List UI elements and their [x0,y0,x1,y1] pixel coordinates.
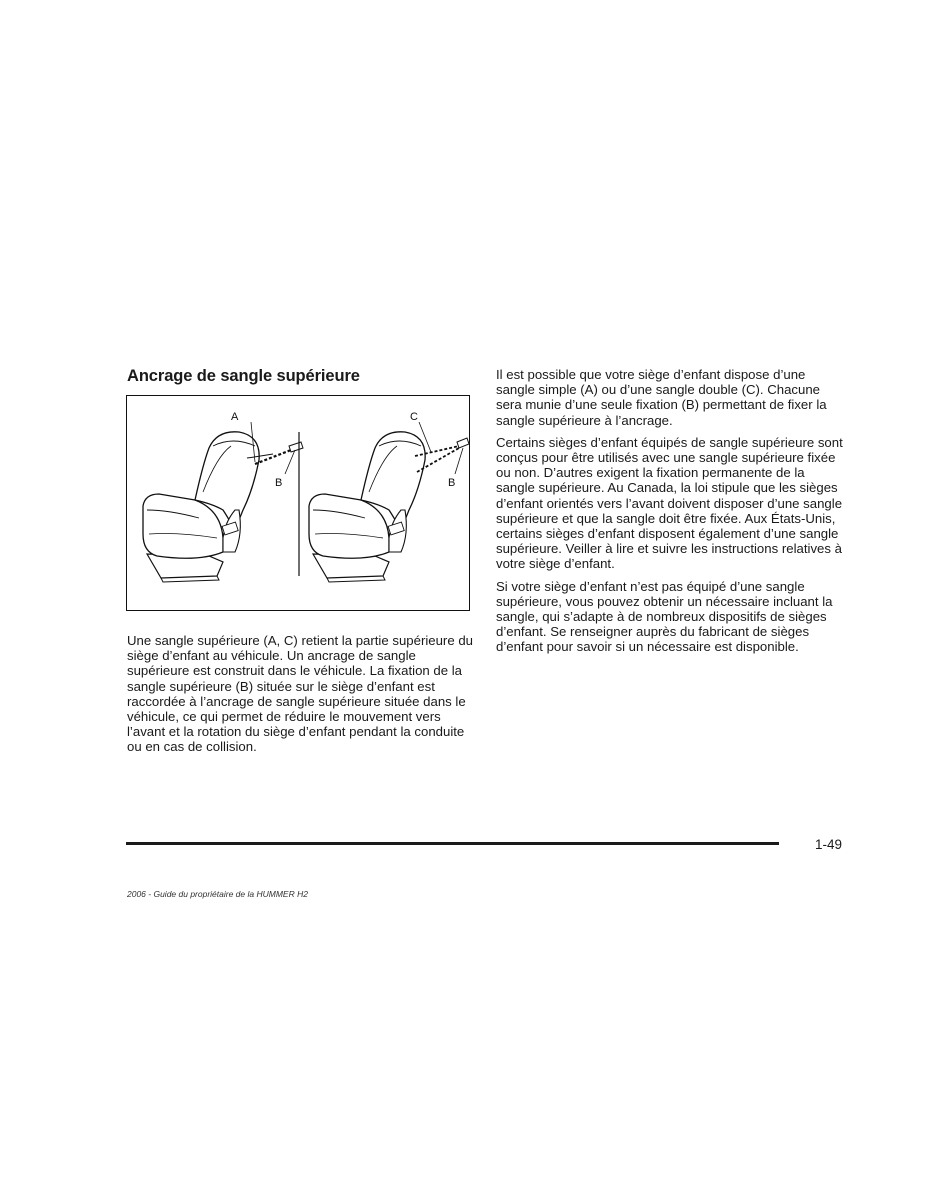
label-b-right: B [448,477,456,489]
body-paragraph: Certains sièges d’enfant équipés de sangle supérieure sont conçus pour être utilisés avec une sangle supérieure fixée ou non. D’autres exigent la fixation permanente de la sangle supérieure. Au Canada, la loi stipule que les sièges d’enfant orientés vers l’avant doivent disposer d’une sangle supérieure et que la sangle doit être fixée. Aux États-Unis, certains sièges d’enfant disposent également d’une sangle supérieure. Veiller à lire et suivre les instructions relatives à votre siège d’enfant. [496,434,843,572]
label-a: A [231,411,239,423]
body-paragraph: Il est possible que votre siège d’enfant dispose d’une sangle simple (A) ou d’une sangle double (C). Chacune sera munie d’une seule fixation (B) permettant de fixer la sangle supérieure à l’ancrage. [496,367,827,428]
page-number: 1-49 [815,837,843,852]
right-column [496,367,846,662]
footer-text: 2006 - Guide du propriétaire de la HUMMER H2 [127,889,308,899]
label-b-left: B [275,477,283,489]
body-paragraph: Si votre siège d’enfant n’est pas équipé d’une sangle supérieure, vous pouvez obtenir un nécessaire incluant la sangle, qui s’adapte à de nombreux dispositifs de sièges d’enfant. Se renseigner auprès du fabricant de sièges d’enfant pour savoir si un nécessaire est disponible. [496,578,833,655]
label-c: C [410,411,418,423]
tether-illustration [126,395,470,611]
body-paragraph-left: Une sangle supérieure (A, C) retient la partie supérieure du siège d’enfant au véhicule. Un ancrage de sangle supérieure est construit dans le véhicule. La fixation de la sangle supérieure (B) située sur le siège d’enfant est raccordée à l’ancrage de sangle supérieure située dans le véhicule, ce qui permet de réduire le mouvement vers l’avant et la rotation du siège d’enfant pendant la conduite ou en cas de collision. [127,633,473,755]
section-heading: Ancrage de sangle supérieure [127,367,360,385]
footer-rule [126,842,779,845]
